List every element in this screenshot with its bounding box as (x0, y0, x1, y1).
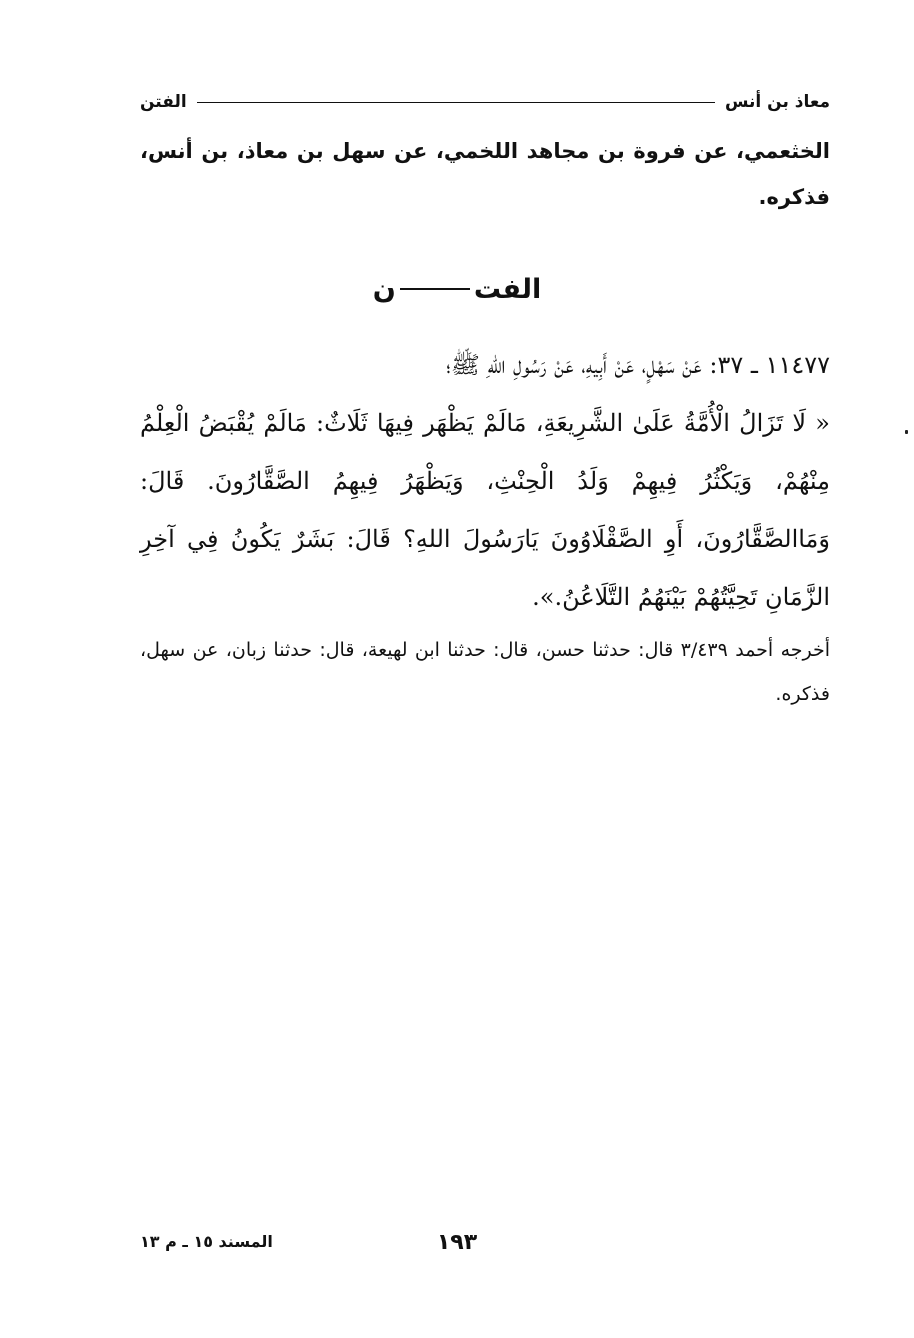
hadith-isnad: ١١٤٧٧ ـ ٣٧: عَنْ سَهْلٍ، عَنْ أَبِيهِ، عَنْ رَسُولِ اللهِ ﷺ؛ (446, 351, 830, 379)
section-title-end: ن (372, 274, 396, 305)
title-kashida (400, 288, 470, 290)
printer-signature: المسند ١٥ ـ م ١٣ (140, 1232, 273, 1251)
header-chapter-title: الفتن (140, 92, 187, 112)
page-number: ١٩٣ (436, 1230, 478, 1255)
section-title (0, 274, 914, 305)
source-text: أخرجه أحمد ٣/٤٣٩ قال: حدثنا حسن، قال: حدثنا ابن لهيعة، قال: حدثنا زبان، عن سهل، فذكره. (140, 639, 831, 705)
section-title-start: الفت (473, 274, 542, 305)
source-footnote (140, 628, 830, 716)
intro-paragraph: الخثعمي، عن فروة بن مجاهد اللخمي، عن سهل بن معاذ، بن أنس، فذكره. (140, 139, 830, 209)
header-rule (197, 102, 715, 103)
header-narrator-title: معاذ بن أنس (725, 92, 830, 112)
running-header (140, 84, 830, 120)
scan-speck (905, 430, 908, 434)
hadith-block (140, 336, 830, 626)
hadith-text: « لَا تَزَالُ الْأُمَّةُ عَلَىٰ الشَّرِيعَةِ، مَالَمْ يَظْهَر فِيهَا ثَلَاثٌ: مَالَمْ يُقْبَضُ الْعِلْمُ مِنْهُمْ، وَيَكْثُرُ فِيهِمْ وَلَدُ الْحِنْثِ، وَيَظْهَرُ فِيهِمُ الصَّقَّارُونَ. قَالَ: وَمَاالصَّقَّارُونَ، أَوِ الصَّقْلَاوُونَ يَارَسُولَ اللهِ؟ قَالَ: بَشَرٌ يَكُونُ فِي آخِرِ الزَّمَانِ تَحِيَّتُهُمْ بَيْنَهُمُ التَّلَاعُنُ.». (140, 409, 830, 611)
